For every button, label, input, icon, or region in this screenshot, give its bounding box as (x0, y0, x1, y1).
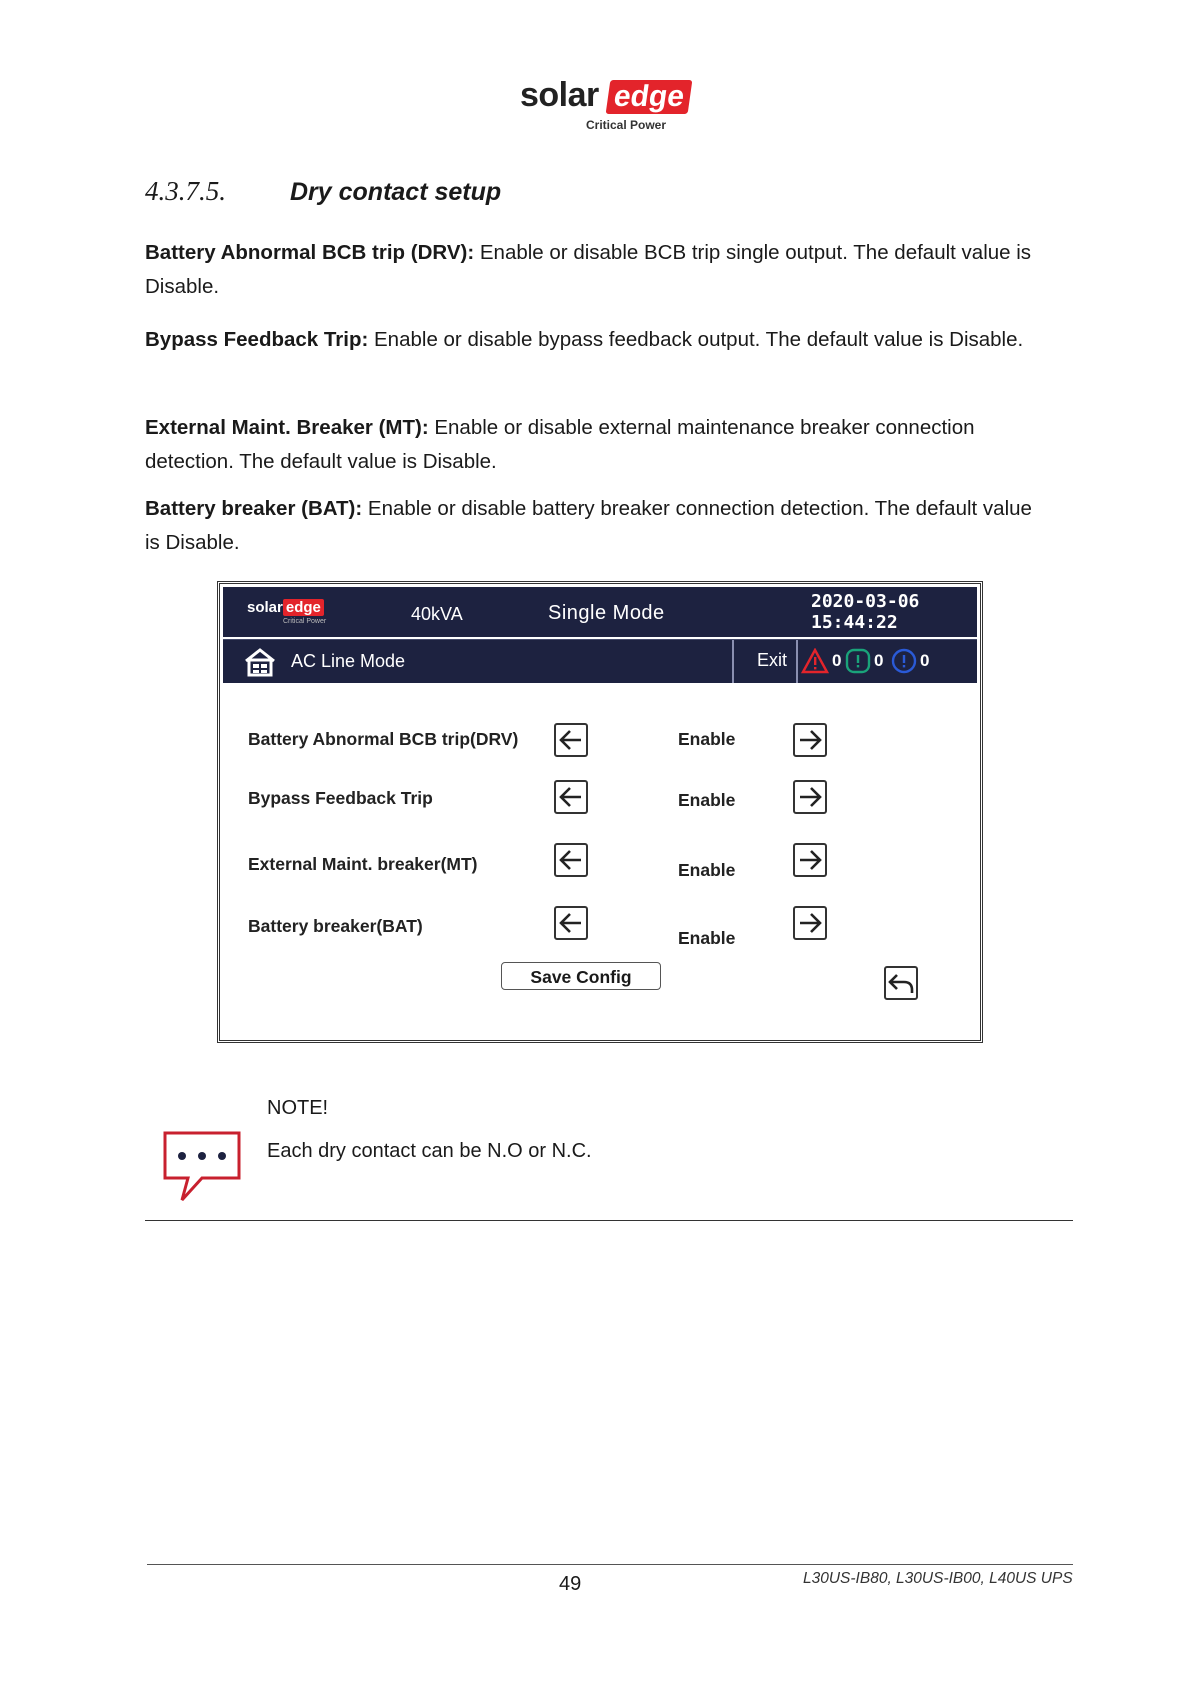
logo-edge-text: edge (606, 80, 693, 114)
fault-count: 0 (832, 651, 842, 670)
warning-triangle-icon (801, 648, 829, 674)
arrow-right-icon (795, 908, 825, 938)
description: Enable or disable bypass feedback output. The default value is Disable. (368, 328, 1024, 351)
description: Enable or disable battery breaker connection detection. The default value is Disable. (145, 497, 1032, 554)
date-value: 2020-03-06 (811, 591, 920, 612)
screen-logo (247, 599, 327, 625)
screen-status-bar (223, 587, 977, 637)
arrow-left-icon (556, 908, 586, 938)
screen-nav-bar (223, 639, 977, 683)
back-arrow-icon (886, 968, 916, 998)
note-title: NOTE! (267, 1097, 329, 1119)
time-value: 15:44:22 (811, 612, 898, 633)
mode-label: Single Mode (548, 602, 665, 624)
logo-solar-text: solar (520, 76, 599, 114)
term: Battery Abnormal BCB trip (DRV): (145, 241, 475, 264)
arrow-left-icon (556, 845, 586, 875)
setting-value-drv: Enable (678, 729, 736, 749)
save-config-button[interactable]: Save Config (501, 962, 661, 990)
line-mode-label: AC Line Mode (291, 651, 406, 671)
note-text: Each dry contact can be N.O or N.C. (267, 1140, 592, 1162)
divider (732, 640, 734, 683)
screen-logo-subtitle: Critical Power (283, 618, 327, 625)
term: Battery breaker (BAT): (145, 497, 363, 520)
info-count: 0 (920, 651, 930, 670)
info-circle-icon (891, 648, 917, 674)
setting-label-bypass: Bypass Feedback Trip (248, 788, 433, 808)
ups-screen (217, 581, 983, 1043)
solaredge-logo (520, 76, 700, 136)
warning-square-icon (845, 648, 871, 674)
prev-option-button[interactable] (554, 780, 588, 814)
next-option-button[interactable] (793, 723, 827, 757)
setting-value-bypass: Enable (678, 790, 736, 810)
fault-alarm[interactable] (801, 648, 841, 674)
section-title: Dry contact setup (290, 178, 502, 206)
note-speech-bubble-icon (162, 1130, 242, 1205)
arrow-left-icon (556, 782, 586, 812)
page-number: 49 (559, 1573, 582, 1595)
divider (796, 640, 798, 683)
arrow-right-icon (795, 845, 825, 875)
setting-label-mt: External Maint. breaker(MT) (248, 854, 478, 874)
info-alarm[interactable] (891, 648, 929, 674)
section-number: 4.3.7.5. (145, 176, 226, 206)
warning-alarm[interactable] (845, 648, 883, 674)
paragraph-bat (145, 492, 1050, 560)
arrow-right-icon (795, 725, 825, 755)
setting-label-drv: Battery Abnormal BCB trip(DRV) (248, 729, 519, 749)
paragraph-bypass (145, 323, 1050, 357)
term: External Maint. Breaker (MT): (145, 416, 429, 439)
next-option-button[interactable] (793, 780, 827, 814)
prev-option-button[interactable] (554, 843, 588, 877)
next-option-button[interactable] (793, 843, 827, 877)
rating-label: 40kVA (411, 604, 463, 624)
prev-option-button[interactable] (554, 723, 588, 757)
arrow-left-icon (556, 725, 586, 755)
setting-value-bat: Enable (678, 928, 736, 948)
description: Enable or disable external maintenance breaker connection detection. The default value is Disable. (145, 416, 975, 473)
paragraph-mt (145, 411, 1050, 479)
setting-label-bat: Battery breaker(BAT) (248, 916, 423, 936)
description: Enable or disable BCB trip single output. The default value is Disable. (145, 241, 1032, 298)
home-icon (243, 647, 277, 677)
screen-logo-edge: edge (283, 599, 324, 616)
term: Bypass Feedback Trip: (145, 328, 369, 351)
paragraph-drv (145, 236, 1050, 304)
prev-option-button[interactable] (554, 906, 588, 940)
setting-value-mt: Enable (678, 860, 736, 880)
document-id: L30US-IB80, L30US-IB00, L40US UPS (803, 1570, 1073, 1587)
exit-button[interactable]: Exit (757, 650, 788, 670)
next-option-button[interactable] (793, 906, 827, 940)
logo-subtitle: Critical Power (586, 118, 667, 132)
warning-count: 0 (874, 651, 884, 670)
note-divider (145, 1220, 1073, 1221)
back-button[interactable] (884, 966, 918, 1000)
arrow-right-icon (795, 782, 825, 812)
datetime (811, 591, 919, 633)
screen-logo-solar: solar (247, 599, 283, 616)
footer-divider (147, 1564, 1073, 1565)
